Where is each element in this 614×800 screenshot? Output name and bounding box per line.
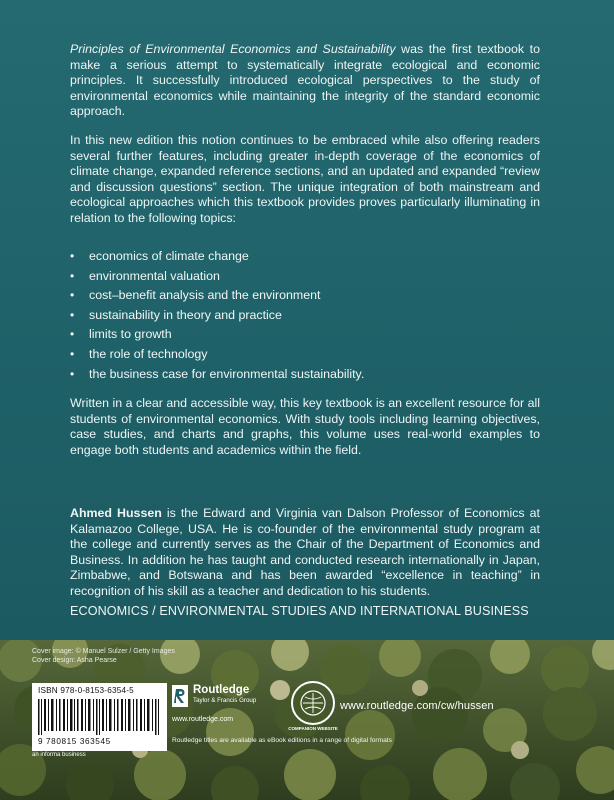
- author-bio: is the Edward and Virginia van Dalson Professor of Economics at Kalamazoo College, USA. He is co-founder of the environmental study program at the college and currently serves as the Chair of the Department of Economics and Business. In addition he has taught and conducted research internationally in Japan, Zimbabwe, and Botswana and has been awarded “excellence in teaching” in recognition of his skill as a teacher and dedication to his students.: [70, 506, 540, 598]
- publisher-group: Taylor & Francis Group: [193, 697, 257, 704]
- author-paragraph: [70, 506, 540, 600]
- isbn-text: ISBN 978-0-8153-6354-5: [38, 686, 134, 695]
- bullet-icon: •: [70, 346, 75, 361]
- bullet-icon: •: [70, 307, 75, 322]
- intro-paragraph: [70, 42, 540, 120]
- bullet-icon: •: [70, 288, 75, 303]
- bullet-icon: •: [70, 249, 75, 263]
- ebook-availability-note: Routledge titles are available as eBook editions in a range of digital formats: [172, 737, 392, 744]
- cover-credits: [32, 647, 175, 665]
- informa-tagline: an informa business: [32, 752, 86, 758]
- companion-website-badge: [290, 680, 336, 731]
- image-credit: Cover image: © Manuel Sulzer / Getty Images: [32, 648, 175, 655]
- companion-website-link[interactable]: www.routledge.com/cw/hussen: [340, 700, 494, 712]
- author-name: Ahmed Hussen: [70, 506, 162, 520]
- publisher-name: Routledge: [193, 684, 250, 696]
- edition-paragraph: In this new edition this notion continues to be embraced while also offering readers several further features, including greater in-depth coverage of the economics of climate change, expanded reference sections, and an updated and expanded “review and discussion questions” section. The unique integration of both mainstream and ecological approaches which this textbook provides proves particularly illuminating in relation to the following topics:: [70, 133, 540, 225]
- list-item: • economics of climate change: [70, 247, 364, 267]
- publisher-url[interactable]: www.routledge.com: [172, 716, 234, 723]
- barcode-icon: [38, 699, 161, 735]
- design-credit: Cover design: Asha Pearse: [32, 657, 117, 664]
- intro-text: was the first textbook to make a serious attempt to systematically integrate ecological and economic principles. It successfully introduced ecological perspectives to the study of environmental economics while maintaining the integrity of the standard economic approach.: [70, 42, 540, 119]
- routledge-mark-icon: [172, 685, 188, 707]
- barcode-box: [32, 683, 167, 751]
- list-item: • the business case for environmental sustainability.: [70, 365, 364, 385]
- topic-list: [70, 247, 364, 384]
- companion-website-icon: [290, 680, 336, 726]
- book-title: Principles of Environmental Economics and Sustainability: [70, 42, 396, 56]
- list-item: • cost–benefit analysis and the environment: [70, 286, 364, 306]
- companion-badge-text: COMPANION WEBSITE: [288, 726, 338, 731]
- bullet-icon: •: [70, 268, 75, 283]
- list-item: • environmental valuation: [70, 267, 364, 287]
- barcode-number: 9 780815 363545: [38, 737, 111, 746]
- list-item: • the role of technology: [70, 345, 364, 365]
- bullet-icon: •: [70, 327, 75, 342]
- list-item: • sustainability in theory and practice: [70, 306, 364, 326]
- list-item: • limits to growth: [70, 325, 364, 345]
- audience-paragraph: Written in a clear and accessible way, this key textbook is an excellent resource for all students of environmental economics. With study tools including learning objectives, case studies, and charts and graphs, this volume uses real-world examples to engage both students and academics within the field.: [70, 396, 540, 457]
- bullet-icon: •: [70, 366, 75, 381]
- subject-category: ECONOMICS / ENVIRONMENTAL STUDIES AND INTERNATIONAL BUSINESS: [70, 604, 529, 618]
